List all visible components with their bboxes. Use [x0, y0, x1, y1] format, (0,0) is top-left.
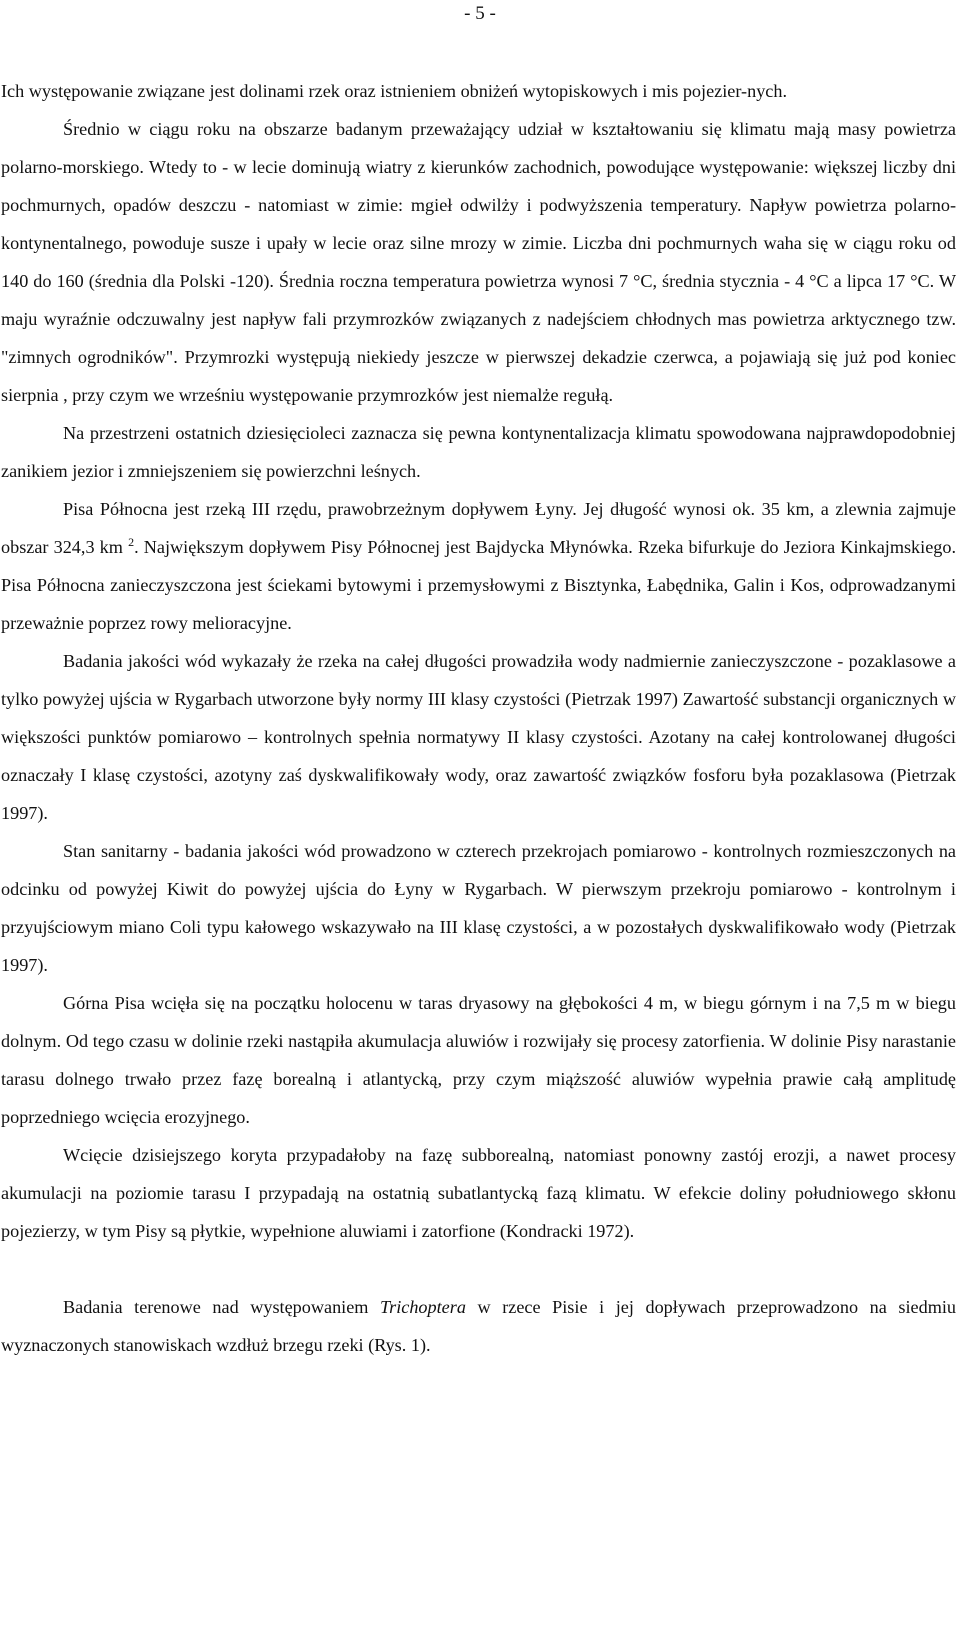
paragraph-habitat: Ich występowanie związane jest dolinami rzek oraz istnieniem obniżeń wytopiskowych i mis pojezier-nych. [1, 81, 787, 101]
paragraph-climate: Średnio w ciągu roku na obszarze badanym przeważający udział w kształtowaniu się klimatu mają masy powietrza polarno-morskiego. Wtedy to - w lecie dominują wiatry z kierunków zachodnich, powodujące występowanie: większej liczby dni pochmurnych, opadów deszczu - natomiast w zimie: mgieł odwilży i podwyższenia temperatury. Napływ powietrza polarno-kontynentalnego, powoduje susze i upały w lecie oraz silne mrozy w zimie. Liczba dni pochmurnych waha się w ciągu roku od 140 do 160 (średnia dla Polski -120). Średnia roczna temperatura powietrza wynosi 7 °C, średnia stycznia - 4 °C a lipca 17 °C. W maju wyraźnie odczuwalny jest napływ fali przymrozków związanych z nadejściem chłodnych mas powietrza arktycznego tzw. "zimnych ogrodników". Przymrozki występują niekiedy jeszcze w pierwszej dekadzie czerwca, a pojawiają się już pod koniec sierpnia , przy czym we wrześniu występowanie przymrozków jest niemalże regułą. [1, 119, 956, 405]
pisa-text-start: Pisa Północna jest rzeką III rzędu, prawobrzeżnym dopływem Łyny. Jej długość wynosi ok. 35 km, a zlewnia zajmuje obszar 324,3 km [1, 499, 956, 557]
paragraph-sanitary-state: Stan sanitarny - badania jakości wód prowadzono w czterech przekrojach pomiarowo - kontrolnych rozmieszczonych na odcinku od powyżej Kiwit do powyżej ujścia do Łyny w Rygarbach. W pierwszym przekroju pomiarowo - kontrolnym i przyujściowym miano Coli typu kałowego wskazywało na III klasę czystości, a w pozostałych dyskwalifikowało wody (Pietrzak 1997). [1, 841, 956, 975]
trichoptera-term: Trichoptera [380, 1297, 466, 1317]
superscript-2: 2 [128, 534, 135, 549]
paragraph-continentalization: Na przestrzeni ostatnich dziesięcioleci zaznacza się pewna kontynentalizacja klimatu spowodowana najprawdopodobniej zanikiem jezior i zmniejszeniem się powierzchni leśnych. [1, 423, 956, 481]
research-text-end: w rzece Pisie i jej dopływach przeprowadzono na siedmiu wyznaczonych stanowiskach wzdłuż brzegu rzeki (Rys. 1). [1, 1297, 956, 1355]
paragraph-field-research [1, 1288, 956, 1364]
pisa-text-end: . Największym dopływem Pisy Północnej jest Bajdycka Młynówka. Rzeka bifurkuje do Jeziora Kinkajmskiego. Pisa Północna zanieczyszczona jest ściekami bytowymi i przemysłowymi z Bisztynka, Łabędnika, Galin i Kos, odprowadzanymi przeważnie poprzez rowy melioracyjne. [1, 537, 956, 633]
document-body [1, 72, 956, 1364]
paragraph-pisa-river [1, 490, 956, 642]
paragraph-upper-pisa: Górna Pisa wcięła się na początku holocenu w taras dryasowy na głębokości 4 m, w biegu górnym i na 7,5 m w biegu dolnym. Od tego czasu w dolinie rzeki nastąpiła akumulacja aluwiów i rozwijały się procesy zatorfienia. W dolinie Pisy narastanie tarasu dolnego trwało przez fazę borealną i atlantycką, przy czym miąższość aluwiów wypełnia prawie całą amplitudę poprzedniego wcięcia erozyjnego. [1, 993, 956, 1127]
page-number: - 5 - [464, 3, 496, 24]
research-text-start: Badania terenowe nad występowaniem [63, 1297, 381, 1317]
paragraph-channel-incision: Wcięcie dzisiejszego koryta przypadałoby na fazę subborealną, natomiast ponowny zastój erozji, a nawet procesy akumulacji na poziomie tarasu I przypadają na ostatnią subatlantycką fazą klimatu. W efekcie doliny południowego skłonu pojezierzy, w tym Pisy są płytkie, wypełnione aluwiami i zatorfione (Kondracki 1972). [1, 1145, 956, 1241]
paragraph-water-quality: Badania jakości wód wykazały że rzeka na całej długości prowadziła wody nadmiernie zanieczyszczone - pozaklasowe a tylko powyżej ujścia w Rygarbach utworzone były normy III klasy czystości (Pietrzak 1997) Zawartość substancji organicznych w większości punktów pomiarowo – kontrolnych spełnia normatywy II klasy czystości. Azotany na całej kontrolowanej długości oznaczały I klasę czystości, azotyny zaś dyskwalifikowały wody, oraz zawartość związków fosforu była pozaklasowa (Pietrzak 1997). [1, 651, 956, 823]
